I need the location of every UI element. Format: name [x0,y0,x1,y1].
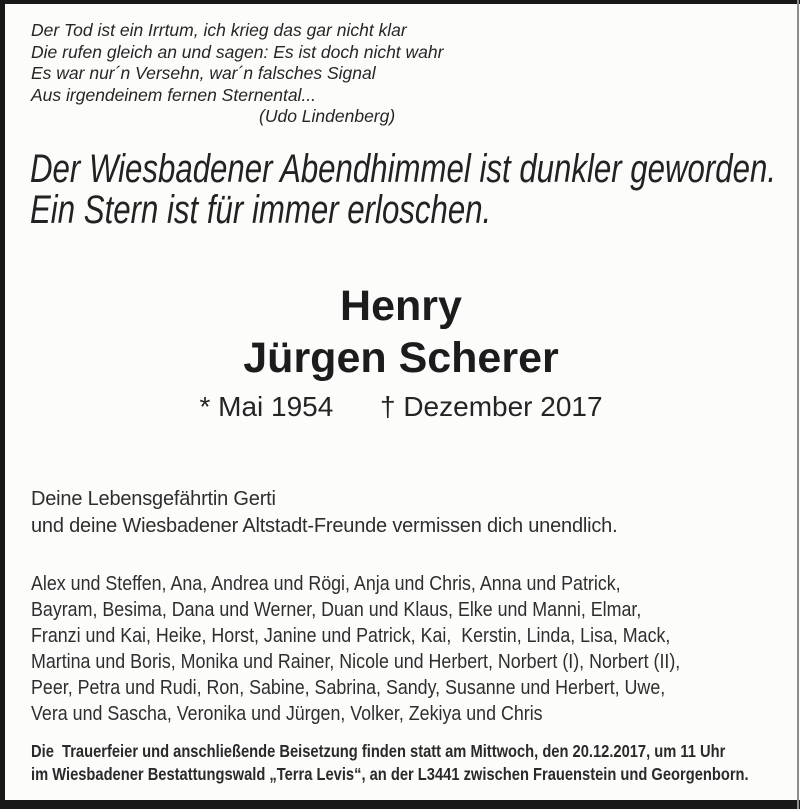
mourners-line: Bayram, Besima, Dana und Werner, Duan und Klaus, Elke und Manni, Elmar, [31,598,642,621]
quote-line: Der Tod ist ein Irrtum, ich krieg das gar nicht klar [31,20,407,40]
quote-line: Die rufen gleich an und sagen: Es ist doch nicht wahr [31,41,444,62]
quote-block [31,20,443,128]
scan-border-top [0,0,800,4]
funeral-info-block [31,740,800,786]
deceased-first-name: Henry [340,282,462,330]
deceased-name-block [5,280,797,424]
condolence-line: und deine Wiesbadener Altstadt-Freunde vermissen dich unendlich. [31,515,618,537]
mourners-line: Martina und Boris, Monika und Rainer, Nicole und Herbert, Norbert (I), Norbert (II), [31,650,681,673]
condolence-block [31,486,617,540]
funeral-info-line: im Wiesbadener Bestattungswald „Terra Levis“, an der L3441 zwischen Frauenstein und Georgenborn. [31,764,749,784]
condolence-line: Deine Lebensgefährtin Gerti [31,488,276,510]
life-dates: * Mai 1954 † Dezember 2017 [199,391,603,422]
scan-border-bottom [0,800,800,809]
funeral-info-line: Die Trauerfeier und anschließende Beisetzung finden statt am Mittwoch, den 20.12.2017, um 11 Uhr [31,741,726,761]
quote-line: Es war nur´n Versehn, war´n falsches Signal [31,63,376,83]
quote-line: Aus irgendeinem fernen Sternental... [31,84,317,105]
mourners-list [31,571,777,727]
mourners-line: Franzi und Kai, Heike, Horst, Janine und Patrick, Kai, Kerstin, Linda, Lisa, Mack, [31,624,671,647]
headline-line: Ein Stern ist für immer erloschen. [30,188,492,232]
mourners-line: Vera und Sascha, Veronika und Jürgen, Volker, Zekiya und Chris [31,702,543,725]
deceased-full-name: Jürgen Scherer [243,334,559,382]
scan-border-right [797,0,799,809]
mourners-line: Alex und Steffen, Ana, Andrea und Rögi, Anja und Chris, Anna und Patrick, [31,572,621,595]
quote-attribution: (Udo Lindenberg) [259,106,396,126]
mourners-line: Peer, Petra und Rudi, Ron, Sabine, Sabrina, Sandy, Susanne und Herbert, Uwe, [31,676,666,699]
headline-block [30,149,800,231]
headline-line: Der Wiesbadener Abendhimmel ist dunkler geworden. [30,147,777,191]
